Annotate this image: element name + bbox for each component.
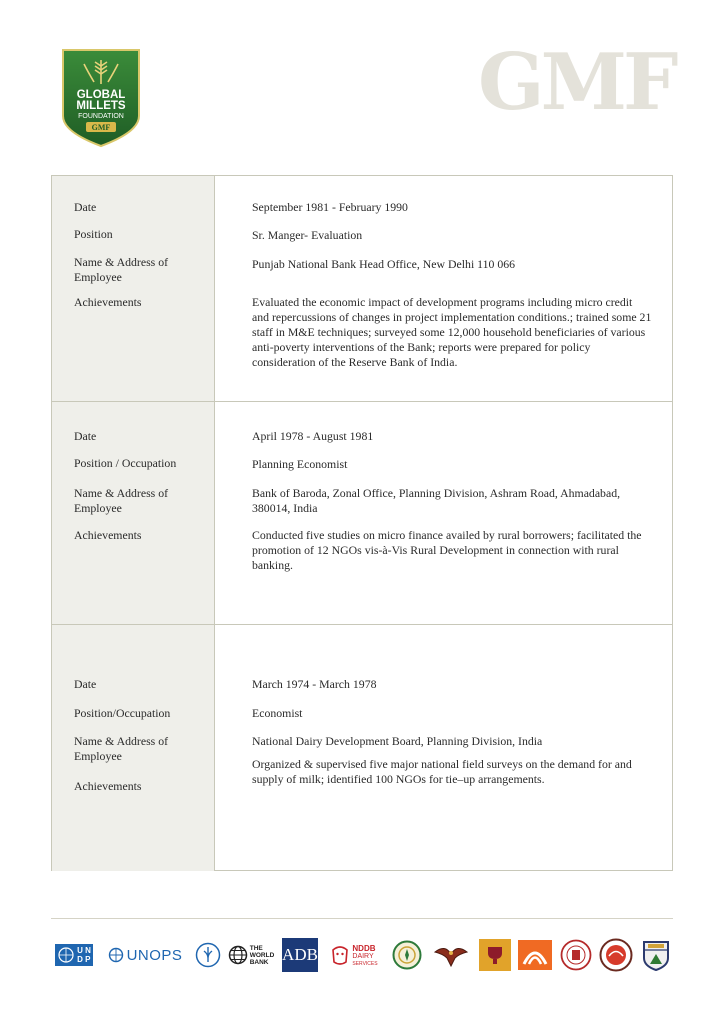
institution-seal-logo [559,938,593,972]
shield-emblem-logo [640,938,672,972]
achievements-value: Evaluated the economic impact of development programs including micro credit and repercussions of changes in project implementation conditions.; trained some 21 staff in M&E techniques; surveyed some 12,000 household beneficiaries of various anti-poverty interventions of the Bank; reports were prepared for policy consideration of the Reserve Bank of India. [252,295,652,369]
position-label: Position/Occupation [74,706,171,720]
date-label: Date [74,677,97,691]
achievements-value: Organized & supervised five major national field surveys on the demand for and supply of milk; identified 100 NGOs for tie–up arrangements. [252,757,632,786]
adb-logo [282,938,318,972]
world-bank-text-1: THE [249,944,263,952]
undp-row1: U N [77,946,91,955]
shield-icon [642,938,670,972]
employment-entry [52,176,672,401]
bird-emblem-logo [430,938,472,972]
gmf-logo [60,46,142,148]
un-emblem-icon [108,947,124,963]
employer-label: Name & Address of Employee [74,255,169,284]
fao-logo [194,938,222,972]
logo-badge-gmf: GMF [91,123,111,132]
position-label: Position / Occupation [74,456,177,470]
baroda-sun-icon [518,940,552,970]
achievements-value: Conducted five studies on micro finance availed by rural borrowers; facilitated the promotion of 12 NGOs vis-à-Vis Rural Development in connection with rural banking. [252,528,642,572]
world-bank-logo [226,938,276,972]
date-value: March 1974 - March 1978 [252,677,377,691]
position-value: Economist [252,706,303,720]
pnb-mark-icon [484,944,506,966]
logo-text-global: GLOBAL [76,89,126,101]
nddb-dairy-services-logo [326,938,382,972]
position-value: Planning Economist [252,457,348,471]
undp-row2: D P [77,955,91,964]
nddb-text: NDDB [352,943,376,953]
seal-icon [392,940,422,970]
achievements-label: Achievements [74,295,142,309]
services-text: SERVICES [352,960,378,967]
achievements-label: Achievements [74,779,142,793]
employer-label: Name & Address of Employee [74,734,169,763]
un-emblem-icon [57,946,75,964]
date-label: Date [74,429,97,443]
employer-label: Name & Address of Employee [74,486,169,515]
date-value: April 1978 - August 1981 [252,429,374,443]
employment-entry [52,401,672,625]
undp-logo [52,938,96,972]
achievements-label: Achievements [74,528,142,542]
dairy-text: DAIRY [352,952,374,960]
world-bank-text-3: BANK [249,958,269,966]
pnb-logo [479,938,511,972]
globe-icon [228,945,248,965]
employer-value: Bank of Baroda, Zonal Office, Planning Division, Ashram Road, Ahmadabad, 380014, India [252,486,621,515]
date-value: September 1981 - February 1990 [252,200,408,214]
seal-icon [599,938,633,972]
world-bank-text-2: WORLD [249,951,275,959]
gmf-watermark: GMF [478,37,675,128]
unops-text: UNOPS [126,946,183,964]
cow-icon [330,942,350,968]
employment-history-table [51,175,673,871]
employer-value: Punjab National Bank Head Office, New Delhi 110 066 [252,257,516,271]
date-label: Date [74,200,97,214]
footer-divider [51,918,673,919]
bird-icon [431,940,471,970]
seal-icon [560,939,592,971]
position-label: Position [74,227,113,241]
position-value: Sr. Manger- Evaluation [252,228,363,242]
logo-text-millets: MILLETS [76,100,126,112]
employment-entry [52,624,672,871]
university-seal-logo [598,938,634,972]
unops-logo [104,938,186,972]
adb-text: ADB [282,945,318,964]
logo-text-foundation: FOUNDATION [78,113,124,120]
fao-emblem-icon [195,942,221,968]
government-seal-logo [391,938,423,972]
bank-of-baroda-logo [517,938,553,972]
employer-value: National Dairy Development Board, Planning Division, India [252,734,543,748]
